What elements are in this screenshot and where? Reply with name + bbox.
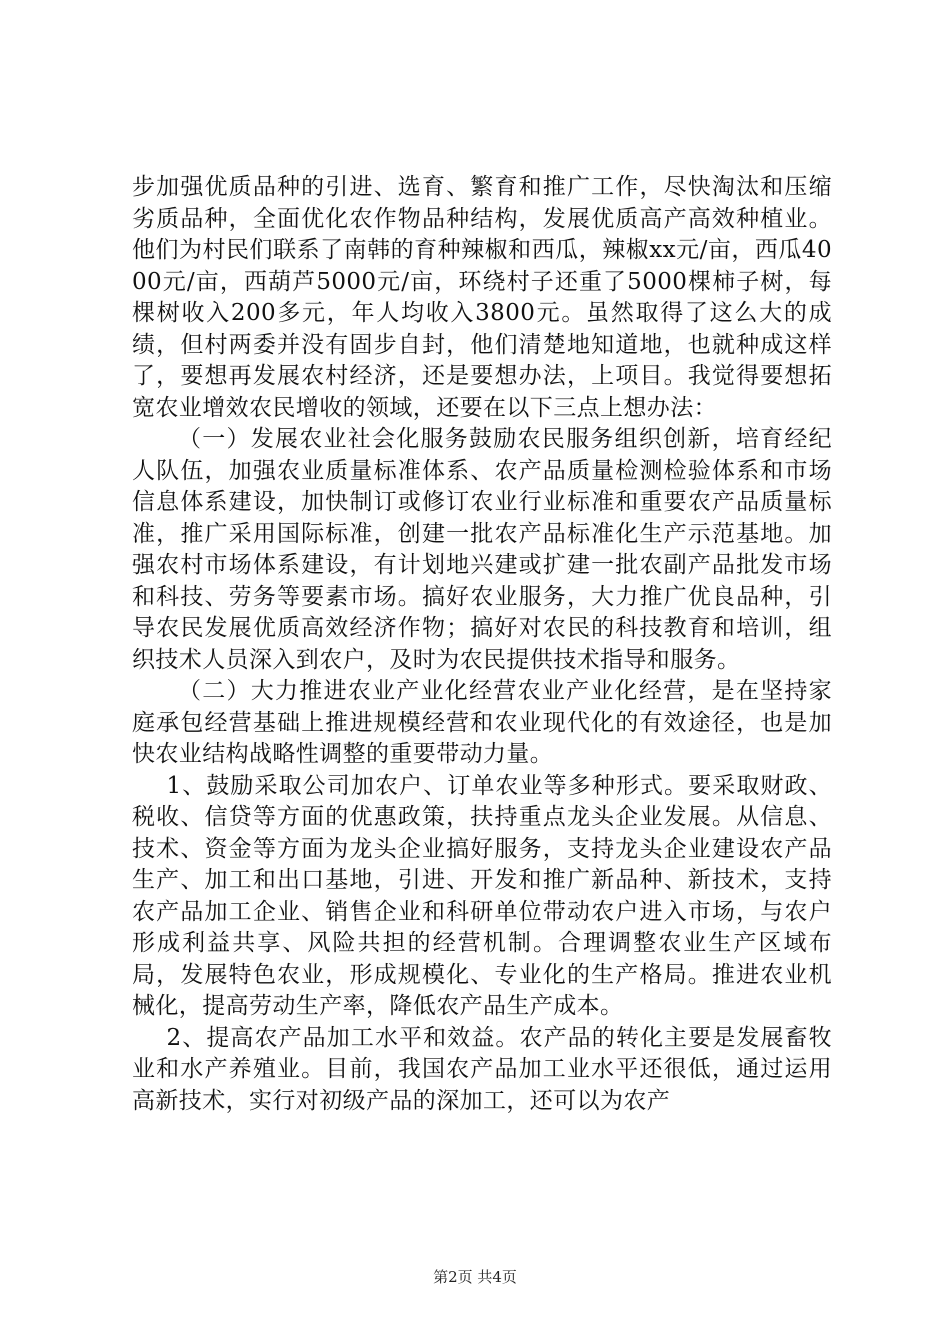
paragraph-section-two: （二）大力推进农业产业化经营农业产业化经营，是在坚持家庭承包经营基础上推进规模经营和农业现代化的有效途径，也是加快农业结构战略性调整的重要带动力量。 xyxy=(132,678,832,767)
paragraph-continuation: 步加强优质品种的引进、选育、繁育和推广工作，尽快淘汰和压缩劣质品种，全面优化农作物品种结构，发展优质高产高效种植业。他们为村民们联系了南韩的育种辣椒和西瓜，辣椒xx元/亩，西瓜4000元/亩，西葫芦5000元/亩，环绕村子还重了5000棵柿子树，每棵树收入200多元，年人均收入3800元。虽然取得了这么大的成绩，但村两委并没有固步自封，他们清楚地知道地，也就种成这样了，要想再发展农村经济，还是要想办法，上项目。我觉得要想拓宽农业增效农民增收的领域，还要在以下三点上想办法： xyxy=(132,174,832,421)
document-body xyxy=(132,172,832,1117)
paragraph-item-one: 1、鼓励采取公司加农户、订单农业等多种形式。要采取财政、税收、信贷等方面的优惠政策，扶持重点龙头企业发展。从信息、技术、资金等方面为龙头企业搞好服务，支持龙头企业建设农产品生产、加工和出口基地，引进、开发和推广新品种、新技术，支持农产品加工企业、销售企业和科研单位带动农户进入市场，与农户形成利益共享、风险共担的经营机制。合理调整农业生产区域布局，发展特色农业，形成规模化、专业化的生产格局。推进农业机械化，提高劳动生产率，降低农产品生产成本。 xyxy=(132,772,832,1019)
paragraph-section-one: （一）发展农业社会化服务鼓励农民服务组织创新，培育经纪人队伍，加强农业质量标准体系、农产品质量检测检验体系和市场信息体系建设，加快制订或修订农业行业标准和重要农产品质量标准，推广采用国际标准，创建一批农产品标准化生产示范基地。加强农村市场体系建设，有计划地兴建或扩建一批农副产品批发市场和科技、劳务等要素市场。搞好农业服务，大力推广优良品种，引导农民发展优质高效经济作物；搞好对农民的科技教育和培训，组织技术人员深入到农户，及时为农民提供技术指导和服务。 xyxy=(132,426,832,673)
page-footer: 第2页 共4页 xyxy=(433,1268,517,1286)
paragraph-item-two: 2、提高农产品加工水平和效益。农产品的转化主要是发展畜牧业和水产养殖业。目前，我国农产品加工业水平还很低，通过运用高新技术，实行对初级产品的深加工，还可以为农产 xyxy=(132,1024,832,1114)
